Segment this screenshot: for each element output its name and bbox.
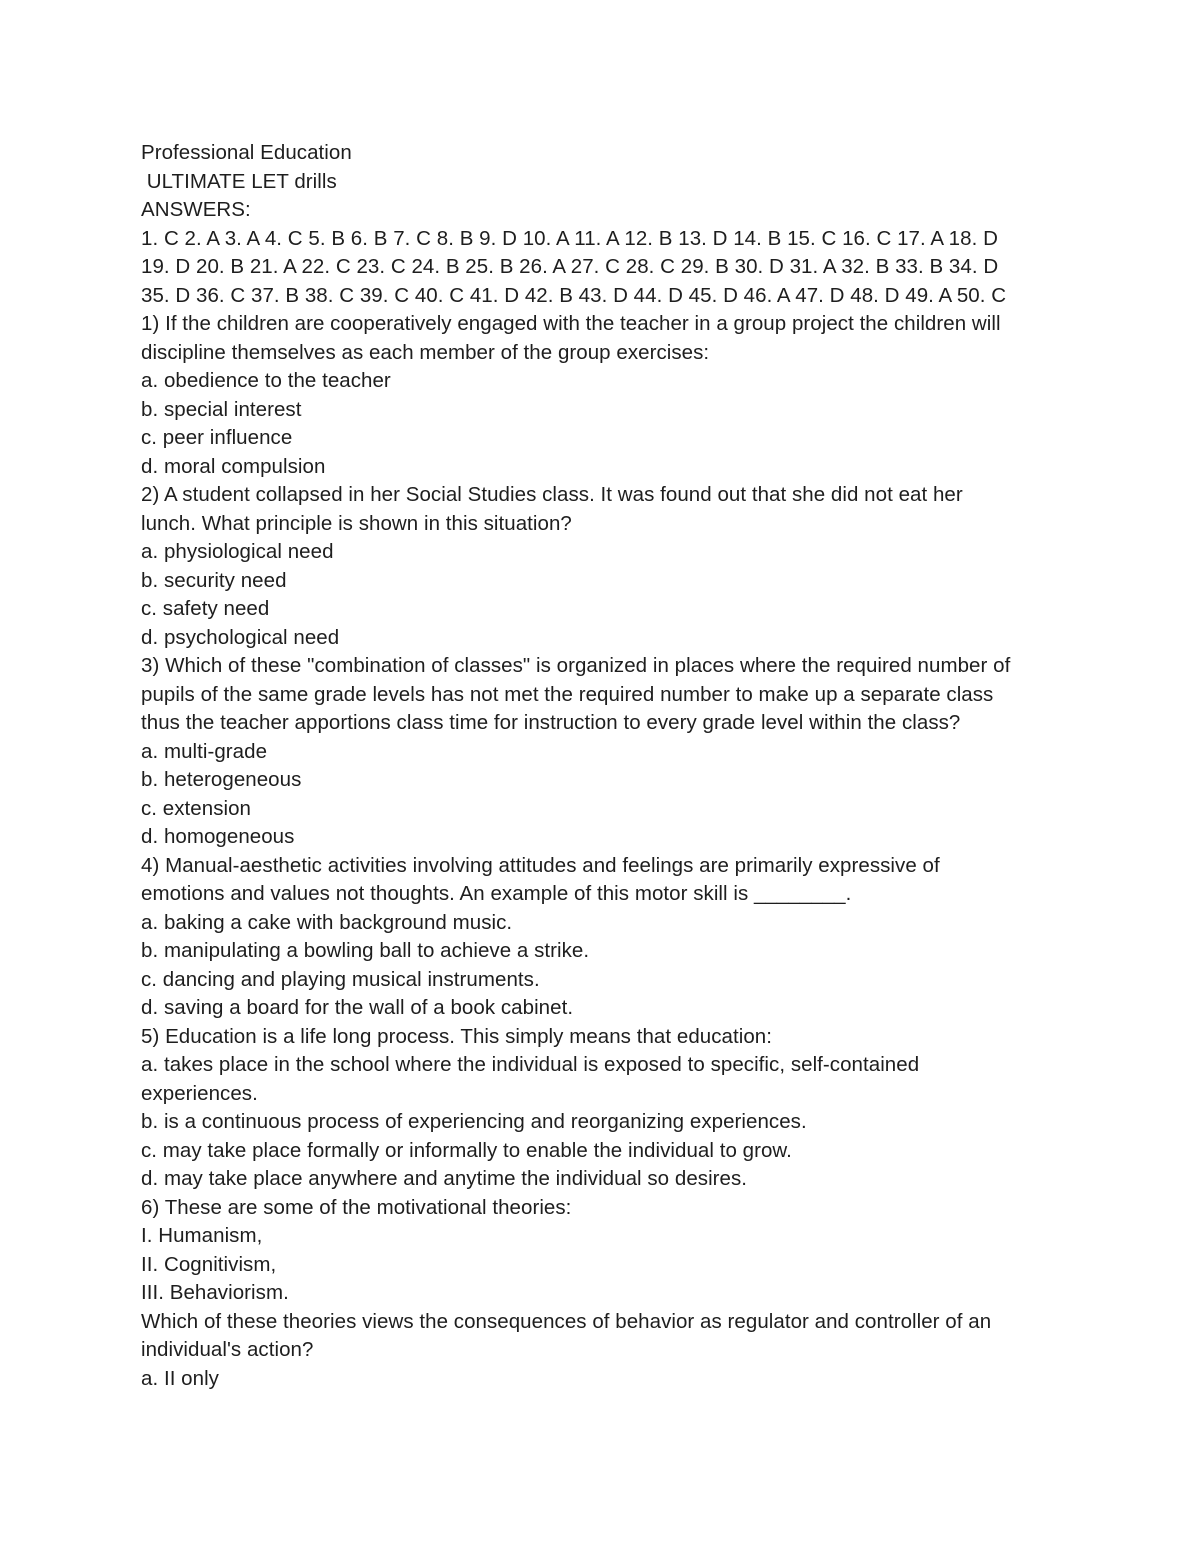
answer-option: d. homogeneous bbox=[141, 825, 295, 848]
question-text: pupils of the same grade levels has not met the required number to make up a separate class bbox=[141, 682, 994, 706]
answer-option: b. is a continuous process of experiencing and reorganizing experiences. bbox=[141, 1110, 807, 1133]
question-text: 1) If the children are cooperatively engaged with the teacher in a group project the children will bbox=[141, 312, 1001, 335]
question-text: 4) Manual-aesthetic activities involving attitudes and feelings are primarily expressive of bbox=[141, 853, 940, 877]
answer-option: a. physiological need bbox=[141, 540, 334, 563]
answer-option: b. heterogeneous bbox=[141, 768, 302, 791]
question-5 bbox=[141, 1023, 1071, 1194]
answer-option: experiences. bbox=[141, 1081, 258, 1105]
answers-heading: ANSWERS: bbox=[141, 198, 251, 221]
answer-option: d. psychological need bbox=[141, 625, 340, 649]
question-text: individual's action? bbox=[141, 1338, 314, 1361]
answer-option: a. takes place in the school where the individual is exposed to specific, self-contained bbox=[141, 1053, 920, 1076]
answer-option: c. extension bbox=[141, 796, 251, 820]
question-text: 5) Education is a life long process. This simply means that education: bbox=[141, 1024, 772, 1048]
question-4 bbox=[141, 852, 1071, 1023]
answer-key-line: 19. D 20. B 21. A 22. C 23. C 24. B 25. B 26. A 27. C 28. C 29. B 30. D 31. A 32. B 33. B 34. D bbox=[141, 255, 999, 278]
question-6 bbox=[141, 1194, 1071, 1394]
answer-key-line: 1. C 2. A 3. A 4. C 5. B 6. B 7. C 8. B 9. D 10. A 11. A 12. B 13. D 14. B 15. C 16. C 17. A 18. D bbox=[141, 226, 998, 250]
answer-option: b. security need bbox=[141, 568, 287, 592]
answer-option: a. multi-grade bbox=[141, 739, 268, 763]
answer-option: a. II only bbox=[141, 1366, 219, 1390]
question-text: emotions and values not thoughts. An example of this motor skill is ________. bbox=[141, 882, 852, 905]
question-text: thus the teacher apportions class time for instruction to every grade level within the class? bbox=[141, 711, 961, 734]
answer-option: d. saving a board for the wall of a book cabinet. bbox=[141, 996, 574, 1019]
question-3 bbox=[141, 652, 1071, 852]
question-text: 2) A student collapsed in her Social Studies class. It was found out that she did not eat her bbox=[141, 483, 963, 506]
question-text: Which of these theories views the consequences of behavior as regulator and controller of an bbox=[141, 1309, 992, 1333]
answer-option: a. obedience to the teacher bbox=[141, 369, 391, 392]
answer-key-line: 35. D 36. C 37. B 38. C 39. C 40. C 41. D 42. B 43. D 44. D 45. D 46. A 47. D 48. D 49. A 50. C bbox=[141, 283, 1007, 307]
question-2 bbox=[141, 481, 1071, 652]
answer-option: b. manipulating a bowling ball to achieve a strike. bbox=[141, 939, 590, 962]
question-text: 3) Which of these "combination of classes" is organized in places where the required number of bbox=[141, 654, 1011, 677]
answer-option: c. may take place formally or informally to enable the individual to grow. bbox=[141, 1138, 792, 1162]
answer-option: c. dancing and playing musical instruments. bbox=[141, 967, 540, 991]
question-text: lunch. What principle is shown in this situation? bbox=[141, 511, 572, 535]
question-text: discipline themselves as each member of the group exercises: bbox=[141, 340, 710, 364]
question-text: 6) These are some of the motivational theories: bbox=[141, 1195, 572, 1219]
theory-item: I. Humanism, bbox=[141, 1224, 263, 1247]
answer-option: a. baking a cake with background music. bbox=[141, 910, 513, 934]
answer-option: d. moral compulsion bbox=[141, 454, 326, 478]
theory-item: II. Cognitivism, bbox=[141, 1252, 277, 1276]
document-title: Professional Education bbox=[141, 141, 352, 164]
theory-item: III. Behaviorism. bbox=[141, 1281, 289, 1304]
answer-option: c. peer influence bbox=[141, 426, 293, 449]
question-1 bbox=[141, 310, 1071, 481]
answer-key bbox=[141, 225, 1071, 311]
document-subtitle: ULTIMATE LET drills bbox=[141, 169, 337, 193]
answer-option: b. special interest bbox=[141, 397, 302, 421]
answer-option: c. safety need bbox=[141, 597, 270, 620]
document-page bbox=[141, 139, 1071, 1393]
answer-option: d. may take place anywhere and anytime the individual so desires. bbox=[141, 1167, 748, 1190]
